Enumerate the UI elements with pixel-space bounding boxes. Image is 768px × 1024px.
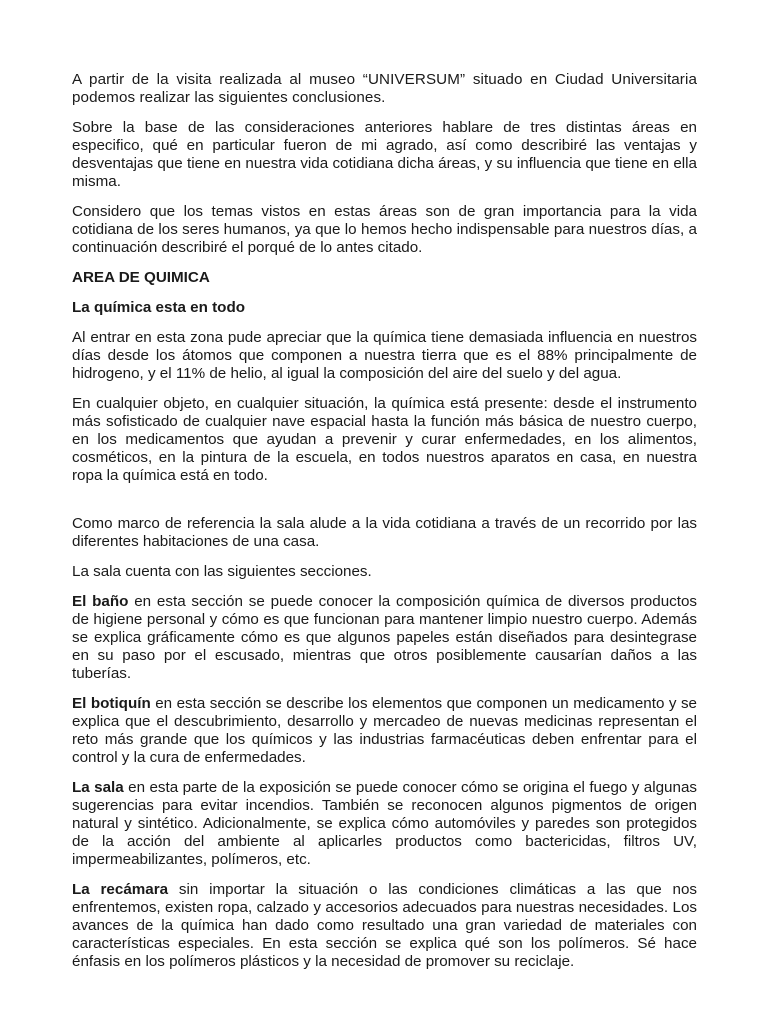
considerations-paragraph: Sobre la base de las consideraciones anteriores hablare de tres distintas áreas en especifico, qué en particular fueron de mi agrado, así como describiré las ventajas y desventajas que tiene en nuestra vida cotidiana dicha áreas, y su influencia que tiene en ella misma.: [72, 119, 697, 190]
section-recamara-paragraph: [72, 881, 697, 971]
section-sala-paragraph: [72, 779, 697, 869]
subheading-quimica-en-todo: La química esta en todo: [72, 299, 246, 316]
section-botiquin-paragraph: [72, 695, 697, 767]
section-sala-text: en esta parte de la exposición se puede conocer cómo se origina el fuego y algunas sugerencias para evitar incendios. También se reconocen algunos pigmentos de origen natural y sintético. Adicionalmente, se explica cómo automóviles y paredes son protegidos de la acción del ambiente al aplicarles productos como bactericidas, filtros UV, impermeabilizantes, polímeros, etc.: [72, 779, 697, 868]
reference-frame-paragraph: Como marco de referencia la sala alude a la vida cotidiana a través de un recorrido por las diferentes habitaciones de una casa.: [72, 515, 697, 550]
document-body: [72, 71, 697, 983]
section-botiquin-text: en esta sección se describe los elementos que componen un medicamento y se explica que el descubrimiento, desarrollo y mercadeo de nuevas medicinas representan el reto más grande que los químicos y las industrias farmacéuticas deben enfrentar para el control y la cura de enfermedades.: [72, 695, 697, 766]
section-botiquin-term: El botiquín: [72, 695, 151, 712]
section-bano-term: El baño: [72, 593, 129, 610]
section-recamara-text: sin importar la situación o las condiciones climáticas a las que nos enfrentemos, existen ropa, calzado y accesorios adecuados para nuestras necesidades. Los avances de la química han dado como resultado una gran variedad de materiales con características especiales. En esta sección se explica qué son los polímeros. Sé hace énfasis en los polímeros plásticos y la necesidad de promover su reciclaje.: [72, 881, 697, 970]
section-bano-paragraph: [72, 593, 697, 683]
section-heading-area-quimica: AREA DE QUIMICA: [72, 269, 210, 286]
zone-paragraph: Al entrar en esta zona pude apreciar que la química tiene demasiada influencia en nuestros días desde los átomos que componen a nuestra tierra que es el 88% principalmente de hidrogeno, y el 11% de helio, al igual la composición del aire del suelo y del agua.: [72, 329, 697, 382]
chemistry-everywhere-paragraph: En cualquier objeto, en cualquier situación, la química está presente: desde el instrumento más sofisticado de cualquier nave espacial hasta la función más básica de nuestro cuerpo, en los medicamentos que ayudan a prevenir y curar enfermedades, en los alimentos, cosméticos, en la pintura de la escuela, en todos nuestros aparatos en casa, en nuestra ropa la química está en todo.: [72, 395, 697, 484]
importance-paragraph: Considero que los temas vistos en estas áreas son de gran importancia para la vida cotidiana de los seres humanos, ya que lo hemos hecho indispensable para nuestros días, a continuación describiré el porqué de lo antes citado.: [72, 203, 697, 256]
sections-intro-paragraph: La sala cuenta con las siguientes secciones.: [72, 563, 372, 580]
section-recamara-term: La recámara: [72, 881, 169, 898]
section-sala-term: La sala: [72, 779, 124, 796]
section-bano-text: en esta sección se puede conocer la composición química de diversos productos de higiene personal y cómo es que funcionan para mantener limpio nuestro cuerpo. Además se explica gráficamente cómo es que algunos papeles están diseñados para desintegrase en su paso por el escusado, mientras que otros posiblemente causarían daños a las tuberías.: [72, 593, 697, 682]
intro-paragraph: A partir de la visita realizada al museo “UNIVERSUM” situado en Ciudad Universitaria podemos realizar las siguientes conclusiones.: [72, 71, 697, 106]
